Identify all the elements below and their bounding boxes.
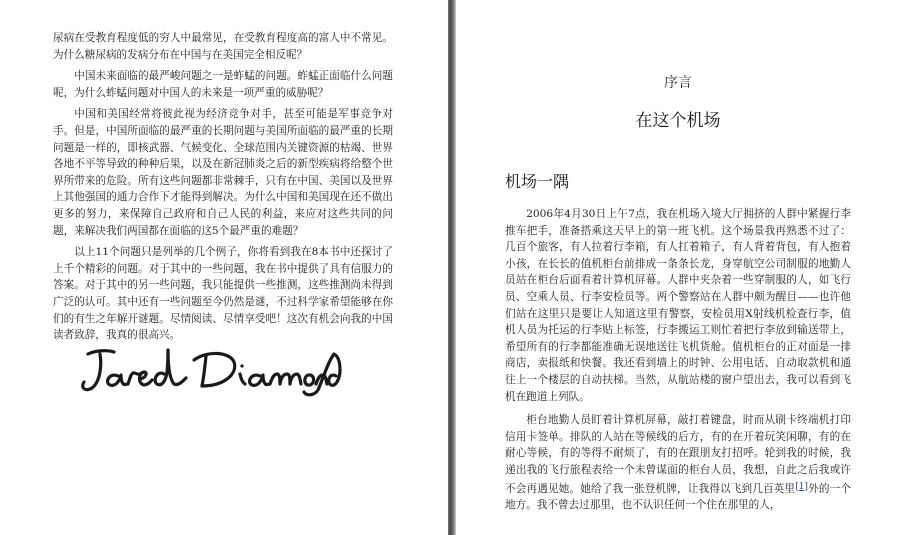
right-paragraph-2-tail: 外的一个地方。我不曾去过那里，也不认识任何一个住在那里的人， [505, 482, 851, 512]
right-paragraph-2-text: 柜台地勤人员盯着计算机屏幕，敲打着键盘，时而从刷卡终端机打印信用卡签单。排队的人站在等候线的后方，有的在开着玩笑闲聊，有的在耐心等候，有的等得不耐烦了，有的在跟朋友打招呼。轮到我的时候，我递出我的飞行旅程表给一个未曾谋面的柜台人员，我想，自此之后我或许不会再遇见她。她给了我一张登机牌，让我得以飞到几百英里 [505, 414, 851, 495]
book-gutter [448, 0, 456, 535]
footnote-link[interactable]: [1] [795, 481, 808, 492]
left-paragraph-3: 中国和美国经常将彼此视为经济竞争对手，甚至可能是军事竞争对手。但是，中国所面临的最严重的长期问题与美国所面临的最严重的长期问题是一样的，即核武器、气候变化、全球范围内关键资源的枯竭、世界各地不平等导致的种种后果，以及在新冠肺炎之后的新型疾病将给整个世界所带来的危险。所有这些问题都非常棘手，只有在中国、美国以及世界上其他强国的通力合作下才能得到解决。为什么中国和美国现在还不做出更多的努力，来保障自己政府和自己人民的利益，来应对这些共同的问题，来解决我们两国都在面临的这5个最严重的难题？ [53, 108, 393, 237]
right-page [456, 0, 900, 535]
chapter-title: 在这个机场 [635, 111, 721, 131]
left-paragraph-4: 以上11个问题只是列举的几个例子，你将看到我在8本书中还探讨了上千个精彩的问题。对于其中的一些问题，我在书中提供了具有信服力的答案。对于其中的另一些问题，我只能提供一些推测，这些推测尚未得到广泛的认可。其中还有一些问题至今仍然是谜，不过科学家希望能够在你们的有生之年解开谜题。尽情阅读、尽情享受吧！这次有机会向我的中国读者致辞，我真的很高兴。 [53, 246, 393, 342]
section-title: 机场一隅 [505, 172, 570, 191]
right-paragraph-2 [505, 412, 851, 514]
author-signature [78, 342, 342, 400]
left-paragraph-1: 尿病在受教育程度低的穷人中最常见，在受教育程度高的富人中不常见。为什么糖尿病的发病分布在中国与在美国完全相反呢？ [53, 32, 393, 61]
right-paragraph-1: 2006年4月30日上午7点，我在机场入境大厅拥挤的人群中紧握行李推车把手，准备搭乘这天早上的第一班飞机。这个场景我再熟悉不过了：几百个旅客，有人拉着行李箱，有人扛着箱子，有人背着背包，有人抱着小孩，在长长的值机柜台前排成一条条长龙，身穿航空公司制服的地勤人员站在柜台后面看着计算机屏幕。人群中夹杂着一些穿制服的人，如飞行员、空乘人员、行李安检员等。两个警察站在人群中颇为醒目——也许他们站在这里只是要让人知道这里有警察，安检员用X射线机检查行李，值机人员为托运的行李贴上标签，行李搬运工则忙着把行李放到输送带上，希望所有的行李都能准确无误地送往飞机货舱。值机柜台的正对面是一排商店，卖报纸和快餐。我还看到墙上的时钟、公用电话、自动取款机和通往上一个楼层的自动扶梯。当然，从航站楼的窗户望出去，我可以看到飞机在跑道上列队。 [505, 208, 851, 403]
preface-label: 序言 [664, 75, 692, 91]
left-page [0, 0, 448, 535]
right-page-body [505, 206, 851, 514]
left-page-body [53, 30, 393, 344]
left-paragraph-2: 中国未来面临的最严峻问题之一是蚱蜢的问题。蚱蜢正面临什么问题呢，为什么蚱蜢问题对中国人的未来是一项严重的威胁呢？ [53, 70, 393, 99]
